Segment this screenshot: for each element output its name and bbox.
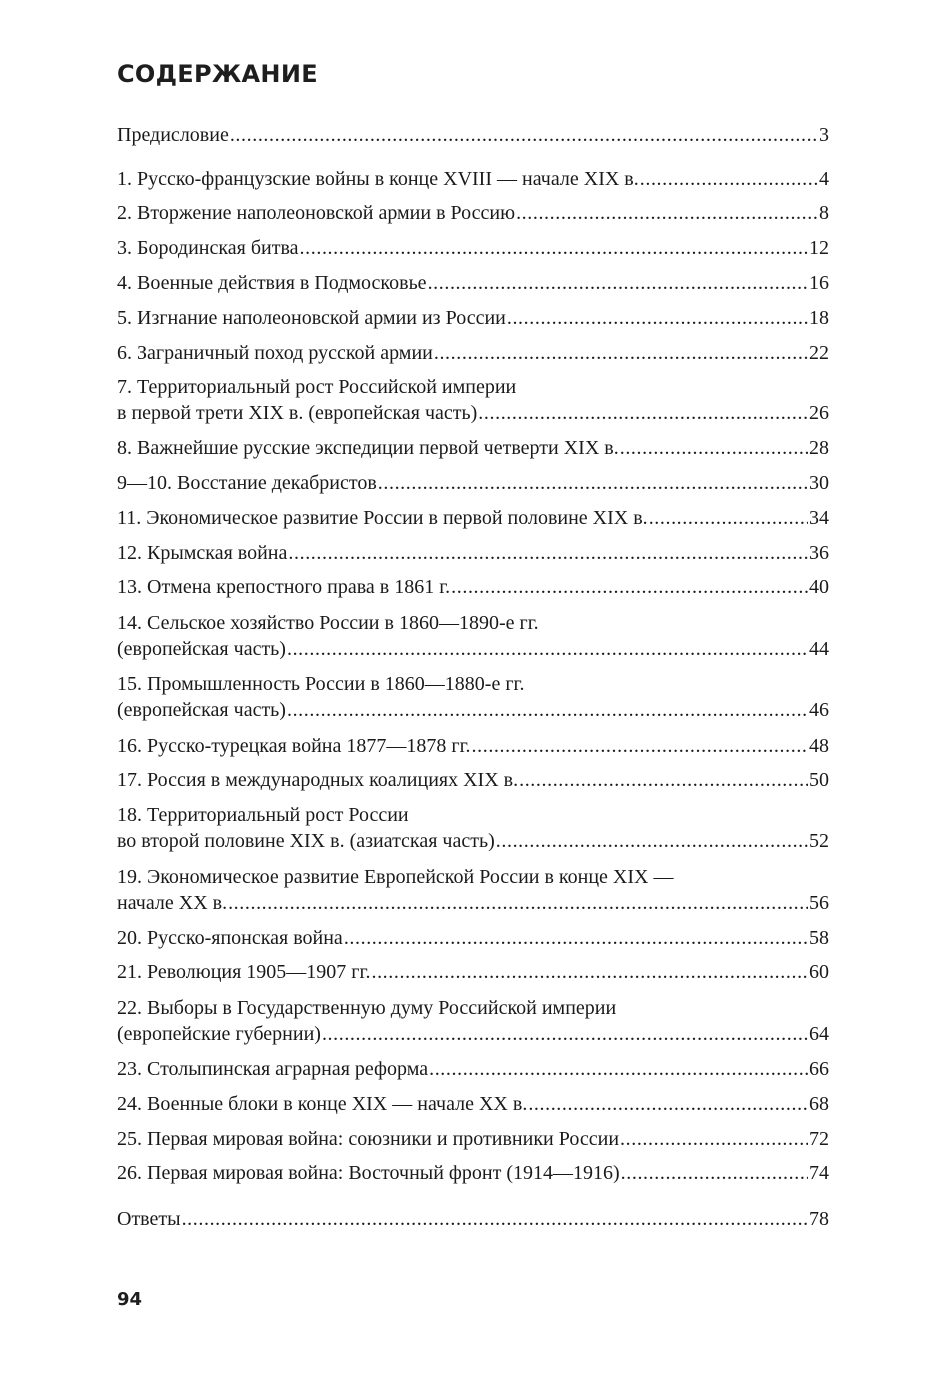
toc-entry-page: 66 bbox=[809, 1058, 829, 1080]
toc-entry-title: 23. Столыпинская аграрная реформа bbox=[117, 1058, 429, 1080]
toc-entry-page: 28 bbox=[809, 437, 829, 459]
toc-entry bbox=[117, 435, 829, 461]
dot-leader bbox=[287, 636, 808, 662]
toc-entry bbox=[117, 1091, 829, 1117]
toc-entry-title: 4. Военные действия в Подмосковье bbox=[117, 272, 427, 294]
toc-entry bbox=[117, 767, 829, 793]
toc-entry-title: 24. Военные блоки в конце XIX — начале XX в. bbox=[117, 1093, 528, 1115]
toc-entry bbox=[117, 505, 829, 531]
table-of-contents bbox=[117, 0, 829, 1300]
dot-leader bbox=[228, 890, 808, 916]
toc-entry-title-line1: 19. Экономическое развитие Европейской России в конце XIX — bbox=[117, 866, 674, 888]
page-number: 94 bbox=[117, 1289, 143, 1310]
toc-entry-title-line1: 22. Выборы в Государственную думу Российской империи bbox=[117, 997, 617, 1019]
toc-entry-page: 36 bbox=[809, 542, 829, 564]
toc-entry-page: 44 bbox=[809, 638, 829, 660]
toc-entry bbox=[117, 470, 829, 496]
toc-entry-page: 64 bbox=[809, 1023, 829, 1045]
toc-entry-title: начале XX в. bbox=[117, 892, 228, 914]
toc-entry bbox=[117, 610, 829, 662]
dot-leader bbox=[621, 1160, 808, 1186]
dot-leader bbox=[300, 235, 808, 261]
page-title: СОДЕРЖАНИЕ bbox=[117, 60, 318, 88]
toc-entry bbox=[117, 122, 829, 148]
toc-entry-page: 52 bbox=[809, 830, 829, 852]
toc-entry-page: 72 bbox=[809, 1128, 829, 1150]
toc-entry-title: 21. Революция 1905—1907 гг. bbox=[117, 961, 371, 983]
toc-entry-title-line1: 18. Территориальный рост России bbox=[117, 804, 409, 826]
toc-entry-title-line1: 7. Территориальный рост Российской империи bbox=[117, 376, 517, 398]
toc-entry-page: 40 bbox=[809, 576, 829, 598]
dot-leader bbox=[322, 1021, 808, 1047]
toc-entry bbox=[117, 270, 829, 296]
toc-entry bbox=[117, 864, 829, 916]
toc-entry-title: 16. Русско-турецкая война 1877—1878 гг. bbox=[117, 735, 471, 757]
toc-entry-page: 50 bbox=[809, 769, 829, 791]
toc-entry-title: 2. Вторжение наполеоновской армии в Россию bbox=[117, 202, 516, 224]
toc-entry-page: 60 bbox=[809, 961, 829, 983]
toc-entry-page: 22 bbox=[809, 342, 829, 364]
toc-entry-title: 20. Русско-японская война bbox=[117, 927, 343, 949]
toc-entry bbox=[117, 305, 829, 331]
dot-leader bbox=[519, 767, 808, 793]
toc-entry-page: 56 bbox=[809, 892, 829, 914]
dot-leader bbox=[451, 574, 808, 600]
dot-leader bbox=[378, 470, 808, 496]
toc-entry bbox=[117, 1206, 829, 1232]
dot-leader bbox=[288, 540, 808, 566]
dot-leader bbox=[478, 400, 808, 426]
dot-leader bbox=[516, 200, 818, 226]
toc-entry-page: 58 bbox=[809, 927, 829, 949]
toc-entry-title: Предисловие bbox=[117, 124, 229, 146]
toc-entry-title: 12. Крымская война bbox=[117, 542, 288, 564]
dot-leader bbox=[620, 435, 808, 461]
toc-entry bbox=[117, 340, 829, 366]
toc-entry bbox=[117, 166, 829, 192]
toc-entry-title: Ответы bbox=[117, 1208, 181, 1230]
dot-leader bbox=[429, 1056, 808, 1082]
toc-entry-page: 18 bbox=[809, 307, 829, 329]
toc-entry bbox=[117, 1126, 829, 1152]
toc-entry bbox=[117, 574, 829, 600]
toc-entry-title: в первой трети XIX в. (европейская часть) bbox=[117, 402, 478, 424]
dot-leader bbox=[287, 697, 808, 723]
toc-entry-title: (европейские губернии) bbox=[117, 1023, 321, 1045]
toc-entry-page: 30 bbox=[809, 472, 829, 494]
toc-entry bbox=[117, 200, 829, 226]
dot-leader bbox=[230, 122, 818, 148]
toc-entry bbox=[117, 1056, 829, 1082]
toc-entry-title: 17. Россия в международных коалициях XIX в. bbox=[117, 769, 519, 791]
toc-entry bbox=[117, 671, 829, 723]
toc-entry-page: 48 bbox=[809, 735, 829, 757]
dot-leader bbox=[640, 166, 818, 192]
toc-entry-title: 3. Бородинская битва bbox=[117, 237, 299, 259]
dot-leader bbox=[620, 1126, 808, 1152]
toc-entry-title: 11. Экономическое развитие России в первой половине XIX в. bbox=[117, 507, 648, 529]
dot-leader bbox=[649, 505, 808, 531]
dot-leader bbox=[344, 925, 808, 951]
toc-entry-title: (европейская часть) bbox=[117, 699, 286, 721]
toc-entry-page: 68 bbox=[809, 1093, 829, 1115]
toc-entry bbox=[117, 540, 829, 566]
toc-entry bbox=[117, 374, 829, 426]
dot-leader bbox=[528, 1091, 808, 1117]
toc-entry bbox=[117, 959, 829, 985]
toc-entry-page: 12 bbox=[809, 237, 829, 259]
toc-entry bbox=[117, 802, 829, 854]
toc-entry bbox=[117, 733, 829, 759]
toc-entry-page: 16 bbox=[809, 272, 829, 294]
toc-entry-page: 34 bbox=[809, 507, 829, 529]
toc-entry-page: 4 bbox=[819, 168, 829, 190]
toc-entry-title: (европейская часть) bbox=[117, 638, 286, 660]
toc-entry bbox=[117, 925, 829, 951]
dot-leader bbox=[428, 270, 808, 296]
toc-entry-title: 6. Заграничный поход русской армии bbox=[117, 342, 433, 364]
dot-leader bbox=[507, 305, 808, 331]
toc-entry-title: 1. Русско-французские войны в конце XVIII — начале XIX в. bbox=[117, 168, 639, 190]
toc-entry-page: 3 bbox=[819, 124, 829, 146]
toc-entry-title: 13. Отмена крепостного права в 1861 г. bbox=[117, 576, 451, 598]
dot-leader bbox=[472, 733, 808, 759]
toc-entry-title: во второй половине XIX в. (азиатская часть) bbox=[117, 830, 495, 852]
toc-entry bbox=[117, 995, 829, 1047]
toc-entry bbox=[117, 1160, 829, 1186]
toc-entry-page: 78 bbox=[809, 1208, 829, 1230]
dot-leader bbox=[371, 959, 808, 985]
toc-entry-page: 74 bbox=[809, 1162, 829, 1184]
toc-entry bbox=[117, 235, 829, 261]
toc-entry-title-line1: 15. Промышленность России в 1860—1880-е гг. bbox=[117, 673, 525, 695]
toc-entry-title: 8. Важнейшие русские экспедиции первой четверти XIX в. bbox=[117, 437, 619, 459]
toc-entry-title: 5. Изгнание наполеоновской армии из России bbox=[117, 307, 506, 329]
toc-entry-page: 26 bbox=[809, 402, 829, 424]
toc-entry-page: 46 bbox=[809, 699, 829, 721]
dot-leader bbox=[434, 340, 808, 366]
dot-leader bbox=[496, 828, 808, 854]
dot-leader bbox=[182, 1206, 808, 1232]
toc-entry-title: 26. Первая мировая война: Восточный фронт (1914—1916) bbox=[117, 1162, 620, 1184]
toc-entry-title-line1: 14. Сельское хозяйство России в 1860—1890-е гг. bbox=[117, 612, 539, 634]
toc-entry-title: 9—10. Восстание декабристов bbox=[117, 472, 377, 494]
toc-entry-page: 8 bbox=[819, 202, 829, 224]
toc-entry-title: 25. Первая мировая война: союзники и противники России bbox=[117, 1128, 620, 1150]
